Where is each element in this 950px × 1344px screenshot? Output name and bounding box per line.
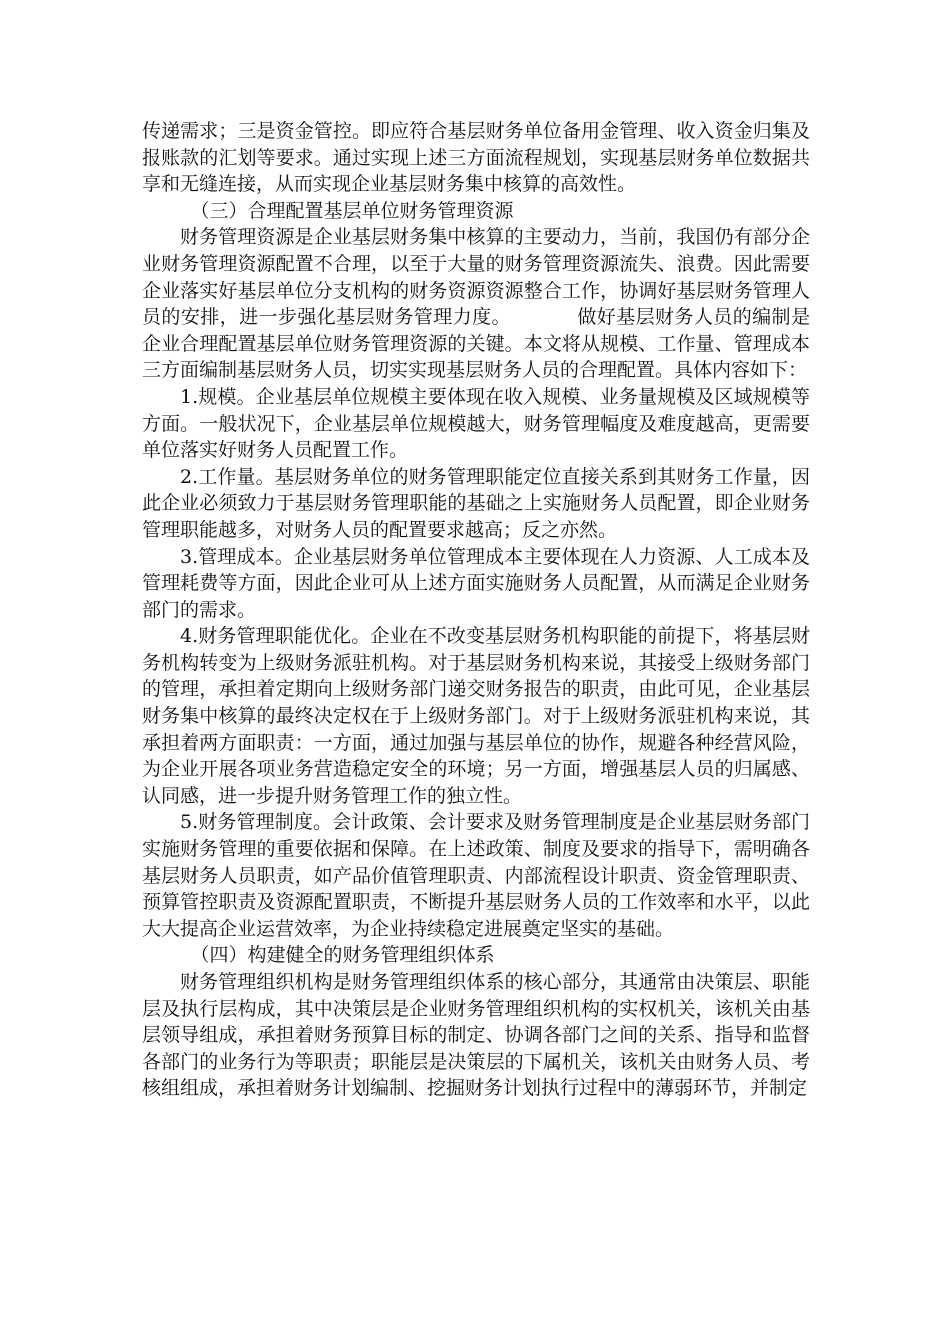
section-heading-4: （四）构建健全的财务管理组织体系 — [190, 944, 495, 967]
section-heading-3: （三）合理配置基层单位财务管理资源 — [190, 199, 514, 222]
paragraph-resources-part1: 财务管理资源是企业基层财务集中核算的主要动力，当前，我国仍有部分企业财务管理资源配置不合理，以至于大量的财务管理资源流失、浪费。因此需要企业落实好基层单位分支机构的财务资源资源整合工作，协调好基层财务管理人员的安排，进一步强化基层财务管理力度。 — [142, 226, 810, 329]
list-item-system: 5.财务管理制度。会计政策、会计要求及财务管理制度是企业基层财务部门实施财务管理的重要依据和保障。在上述政策、制度及要求的指导下，需明确各基层财务人员职责，如产品价值管理职责、内部流程设计职责、资金管理职责、预算管控职责及资源配置职责，不断提升基层财务人员的工作效率和水平，以此大大提高企业运营效率，为企业持续稳定进展奠定坚实的基础。 — [142, 811, 810, 940]
list-item-scale: 1.规模。企业基层单位规模主要体现在收入规模、业务量规模及区域规模等方面。一般状况下，企业基层单位规模越大，财务管理幅度及难度越高，更需要单位落实好财务人员配置工作。 — [142, 385, 810, 462]
paragraph-resources — [142, 224, 810, 384]
list-item-workload: 2.工作量。基层财务单位的财务管理职能定位直接关系到其财务工作量，因此企业必须致力于基层财务管理职能的基础之上实施财务人员配置，即企业财务管理职能越多，对财务人员的配置要求越高；反之亦然。 — [142, 465, 810, 541]
list-item-function: 4.财务管理职能优化。企业在不改变基层财务机构职能的前提下，将基层财务机构转变为上级财务派驻机构。对于基层财务机构来说，其接受上级财务部门的管理，承担着定期向上级财务部门递交财务报告的职责，由此可见，企业基层财务集中核算的最终决定权在于上级财务部门。对于上级财务派驻机构来说，其承担着两方面职责：一方面，通过加强与基层单位的协作，规避各种经营风险，为企业开展各项业务营造稳定安全的环境；另一方面，增强基层人员的归属感、认同感，进一步提升财务管理工作的独立性。 — [142, 625, 810, 807]
document-body — [142, 118, 810, 1102]
paragraph-organization: 财务管理组织机构是财务管理组织体系的核心部分，其通常由决策层、职能层及执行层构成，其中决策层是企业财务管理组织机构的实权机关，该机关由基层领导组成，承担着财务预算目标的制定、协调各部门之间的关系、指导和监督各部门的业务行为等职责；职能层是决策层的下属机关，该机关由财务人员、考核组组成，承担着财务计划编制、挖掘财务计划执行过程中的薄弱环节，并制定 — [142, 971, 810, 1100]
paragraph-continuation: 传递需求；三是资金管控。即应符合基层财务单位备用金管理、收入资金归集及报账款的汇划等要求。通过实现上述三方面流程规划，实现基层财务单位数据共享和无缝连接，从而实现企业基层财务集中核算的高效性。 — [142, 120, 810, 196]
list-item-cost: 3.管理成本。企业基层财务单位管理成本主要体现在人力资源、人工成本及管理耗费等方面，因此企业可从上述方面实施财务人员配置，从而满足企业财务部门的需求。 — [142, 545, 810, 621]
paragraph-resources-part2: 做好基层财务人员的编制是企业合理配置基层单位财务管理资源的关键。本文将从规模、工作量、管理成本三方面编制基层财务人员，切实实现基层财务人员的合理配置。具体内容如下： — [142, 306, 810, 382]
